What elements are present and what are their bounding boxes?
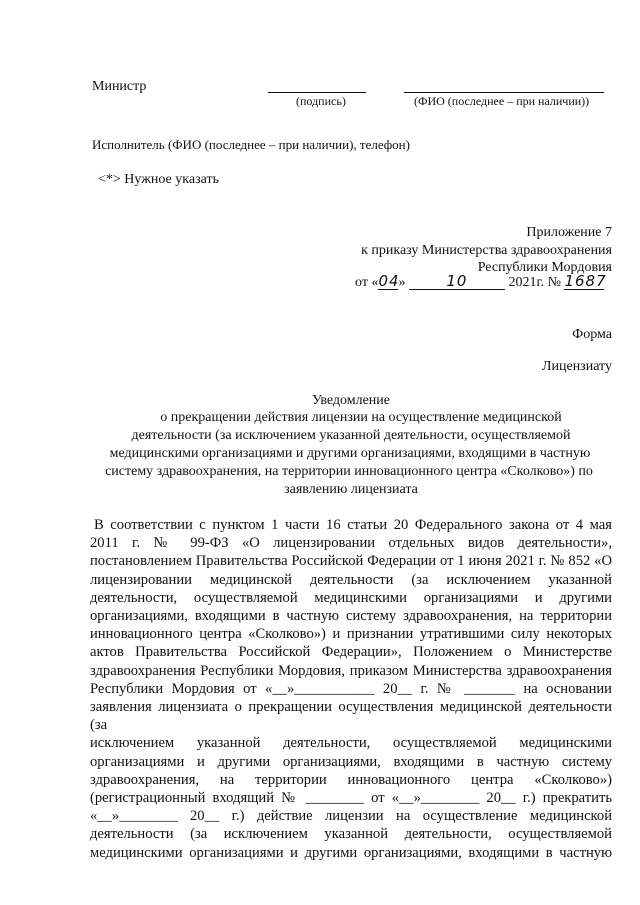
body-line: Республики Мордовия от «__»___________ 20__ г. № _______ на основании: [90, 680, 612, 697]
notice-title-line5: заявлению лицензиата: [284, 482, 418, 497]
body-line: инновационного центра «Сколково») и признании утратившими силу некоторых: [90, 626, 612, 643]
body-line: деятельности, осуществляемой медицинскими организациями и другими: [90, 589, 612, 606]
body-line: (регистрационный входящий № ________ от «__»________ 20__ г.) прекратить: [90, 790, 612, 807]
appendix-line1: Приложение 7: [526, 225, 612, 240]
signature-line: [268, 92, 366, 93]
appendix-line3: Республики Мордовия: [477, 260, 612, 275]
notice-heading: Уведомление: [311, 393, 390, 408]
body-line: В соответствии с пунктом 1 части 16 статьи 20 Федерального закона от 4 мая: [94, 517, 612, 533]
body-line: постановлением Правительства Российской Федерации от 1 июня 2021 г. № 852 «О: [90, 553, 612, 570]
executor-line: Исполнитель (ФИО (последнее – при наличии), телефон): [92, 137, 410, 152]
addressee: Лицензиату: [542, 359, 612, 374]
notice-title-line3: медицинскими организациями и другими организациями, входящими в частную: [109, 446, 591, 461]
body-line: лицензировании медицинской деятельности (за исключением указанной: [90, 571, 612, 588]
form-label: Форма: [572, 327, 612, 342]
body-line: 2011 г. № 99-ФЗ «О лицензировании отдельных видов деятельности»,: [90, 535, 612, 552]
fio-line: [404, 92, 604, 93]
body-line: «__»________ 20__ г.) действие лицензии на осуществление медицинской: [90, 808, 612, 825]
body-line: исключением указанной деятельности, осуществляемой медицинскими: [90, 735, 612, 752]
body-line: организациями и другими организациями, входящими в частную систему: [90, 753, 612, 770]
footnote: <*> Нужное указать: [98, 172, 219, 187]
minister-label: Министр: [92, 79, 147, 94]
appendix-line2: к приказу Министерства здравоохранения: [361, 243, 612, 258]
notice-title-line4: систему здравоохранения, на территории инновационного центра «Сколково») по: [105, 464, 593, 479]
date-month: 10: [409, 273, 505, 290]
body-line: заявления лицензиата о прекращении осуществления медицинской деятельности (за: [90, 699, 612, 734]
signature-caption: (подпись): [296, 94, 346, 108]
appendix-date-line: [355, 272, 607, 292]
body-line: здравоохранения, на территории инновационного центра «Сколково»): [90, 771, 612, 788]
date-mid: »: [398, 275, 406, 290]
notice-title-line2: деятельности (за исключением указанной деятельности, осуществляемой: [131, 428, 571, 443]
body-line: медицинскими организациями и другими организациями, входящими в частную: [90, 844, 612, 861]
order-number: 1687: [564, 272, 607, 290]
date-year: 2021г. №: [508, 275, 561, 290]
body-line: организациями, входящими в частную систему здравоохранения, на территории: [90, 608, 612, 625]
notice-title-line1: о прекращении действия лицензии на осуществление медицинской: [160, 410, 562, 425]
body-line: здравоохранения Республики Мордовия, приказом Министерства здравоохранения: [90, 662, 612, 679]
date-prefix: от «: [355, 275, 379, 290]
fio-caption: (ФИО (последнее – при наличии)): [414, 94, 590, 108]
body-line: актов Правительства Российской Федерации», Положением о Министерстве: [90, 644, 612, 661]
date-day: 04: [378, 272, 400, 290]
body-line: деятельности (за исключением указанной деятельности, осуществляемой: [90, 826, 612, 843]
notice-body: [90, 516, 612, 862]
